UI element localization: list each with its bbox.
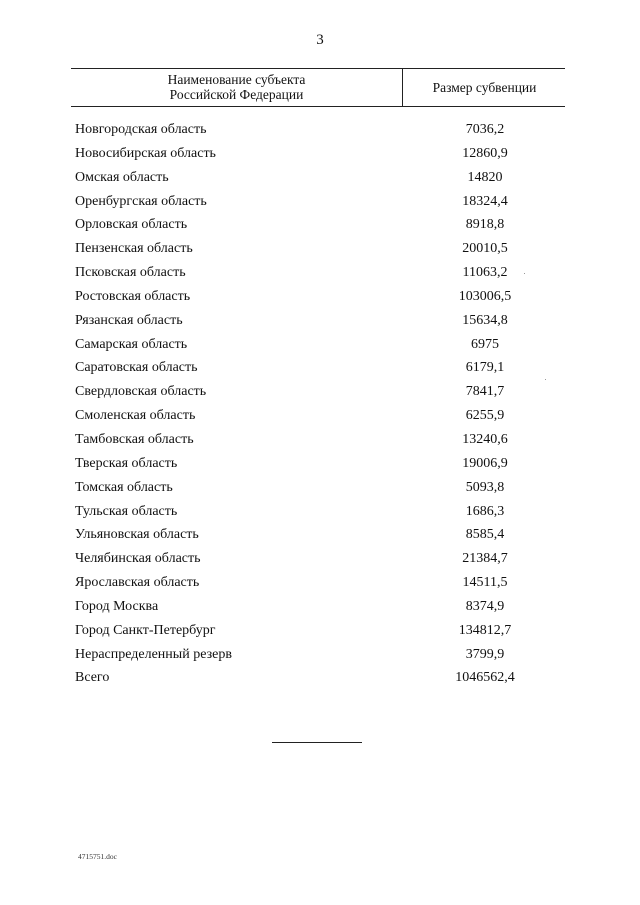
table-row [0, 144, 640, 168]
table-row [0, 406, 640, 430]
subject-name: Ульяновская область [75, 527, 199, 543]
table-row [0, 645, 640, 669]
subvention-value: 6255,9 [465, 408, 505, 424]
subject-name: Пензенская область [75, 241, 193, 257]
subject-name: Смоленская область [75, 408, 196, 424]
subject-name: Оренбургская область [75, 193, 207, 209]
subject-name: Псковская область [75, 265, 186, 281]
header-subject-line1: Наименование субъекта [167, 72, 306, 87]
table-row [0, 311, 640, 335]
subvention-value: 8918,8 [465, 217, 505, 233]
table-row [0, 335, 640, 359]
table-row [0, 263, 640, 287]
table-row [0, 525, 640, 549]
table-body [0, 120, 640, 692]
subject-name: Саратовская область [75, 360, 198, 376]
subject-name: Ярославская область [75, 575, 200, 591]
subvention-value: 7036,2 [465, 122, 505, 137]
table-row [0, 502, 640, 526]
subject-name: Город Санкт-Петербург [75, 622, 216, 638]
table-row [0, 120, 640, 144]
subvention-value: 1686,3 [465, 503, 505, 519]
subvention-value: 8585,4 [465, 527, 505, 543]
subject-name: Свердловская область [75, 384, 207, 400]
subject-name: Ростовская область [75, 288, 191, 304]
subvention-value: 1046562,4 [455, 670, 515, 686]
subject-name: Город Москва [75, 598, 159, 614]
table-row [0, 168, 640, 192]
subvention-value: 5093,8 [465, 479, 505, 495]
subject-name: Всего [75, 670, 110, 686]
subject-name: Орловская область [75, 217, 188, 233]
subvention-value: 12860,9 [462, 145, 508, 161]
subject-name: Самарская область [75, 336, 188, 352]
page-number: 3 [316, 32, 324, 48]
subject-name: Новосибирская область [75, 145, 216, 161]
subject-name: Новгородская область [75, 122, 207, 137]
table-row [0, 454, 640, 478]
subvention-value: 6975 [471, 336, 499, 352]
subject-name: Рязанская область [75, 312, 183, 328]
table-row [0, 358, 640, 382]
subvention-value: 15634,8 [462, 312, 508, 328]
subject-name: Тульская область [75, 503, 178, 519]
subject-name: Нераспределенный резерв [75, 646, 232, 662]
subvention-value: 20010,5 [462, 241, 508, 257]
subvention-value: 8374,9 [465, 598, 505, 614]
table-row [0, 573, 640, 597]
table-row [0, 597, 640, 621]
doc-code: 4715751.doc [78, 852, 117, 861]
table-row [0, 215, 640, 239]
subvention-value: 14511,5 [462, 575, 508, 591]
end-of-table-rule [272, 742, 362, 743]
subject-name: Челябинская область [75, 551, 201, 567]
subvention-value: 11063,2 [462, 265, 508, 281]
subject-name: Тамбовская область [75, 431, 194, 447]
header-subvention-size: Размер субвенции [432, 80, 537, 95]
subvention-value: 7841,7 [465, 384, 505, 400]
subvention-value: 13240,6 [462, 431, 508, 447]
subject-name: Томская область [75, 479, 173, 495]
table-row [0, 382, 640, 406]
subject-name: Омская область [75, 169, 169, 185]
subvention-value: 103006,5 [458, 288, 512, 304]
subvention-value: 21384,7 [462, 551, 508, 567]
header-subject-name [71, 69, 403, 106]
table-row [0, 192, 640, 216]
table-row [0, 239, 640, 263]
table-header [71, 68, 565, 107]
subvention-value: 18324,4 [462, 193, 508, 209]
subvention-value: 134812,7 [458, 622, 512, 638]
table-row [0, 430, 640, 454]
subvention-value: 19006,9 [462, 455, 508, 471]
table-row [0, 621, 640, 645]
subvention-value: 14820 [467, 169, 503, 185]
header-subject-line2: Российской Федерации [169, 87, 304, 102]
subvention-value: 6179,1 [465, 360, 505, 376]
scan-speck [545, 379, 546, 380]
table-row [0, 478, 640, 502]
table-row [0, 549, 640, 573]
scan-speck [524, 273, 525, 274]
table-row [0, 668, 640, 692]
subject-name: Тверская область [75, 455, 178, 471]
table-row [0, 287, 640, 311]
subvention-value: 3799,9 [465, 646, 505, 662]
